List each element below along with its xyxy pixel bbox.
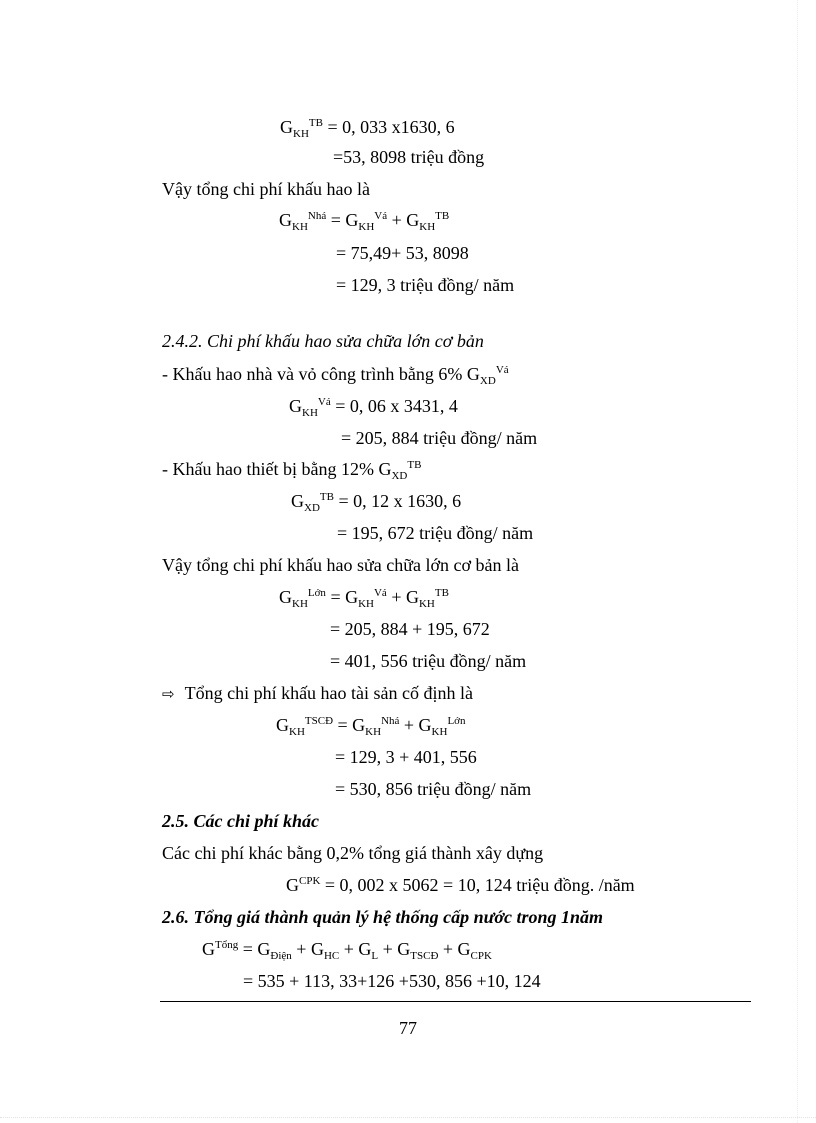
equation-gxd-tb: $G_{XD}^{TB} = 0$, 12 x 1630, 6 bbox=[291, 491, 462, 514]
equation-gkh-tscd-result: = 530, 856 triệu đồng/ năm bbox=[335, 779, 532, 799]
equation-gkh-lon-result: = 401, 556 triệu đồng/ năm bbox=[330, 651, 527, 671]
equation-gkh-nha-result: = 129, 3 triệu đồng/ năm bbox=[336, 275, 515, 295]
footer-divider bbox=[160, 1001, 751, 1002]
equation-gtong-step: = 535 + 113, 33+126 +530, 856 +10, 124 bbox=[243, 971, 541, 991]
total-major-repair-label: Vậy tổng chi phí khấu hao sửa chữa lớn cơ bản là bbox=[162, 555, 519, 575]
equation-gkh-nha: $G_{KH}^{Nhá} = G_{KH}^{Vá} + G_{KH}^{TB}$ bbox=[279, 210, 450, 233]
equation-gkh-va: $G_{KH}^{Vá} = 0$, 06 x 3431, 4 bbox=[289, 396, 458, 419]
other-costs-text: Các chi phí khác bằng 0,2% tổng giá thành xây dựng bbox=[162, 843, 544, 863]
equation-gtong: $G^{Tổng} = G_{Điện} + G_{HC} + G_L + G_{TSCĐ} + G_{CPK}$ bbox=[202, 939, 492, 962]
section-heading-2-4-2: 2.4.2. Chi phí khấu hao sửa chữa lớn cơ bản bbox=[162, 331, 484, 351]
equation-gkh-tb-result: =53, 8098 triệu đồng bbox=[333, 147, 485, 167]
equation-gkh-nha-step: = 75,49+ 53, 8098 bbox=[336, 243, 469, 263]
fixed-asset-summary: ⇨ Tổng chi phí khấu hao tài sản cố định là bbox=[162, 683, 474, 703]
equation-gkh-lon: $G_{KH}^{Lớn} = G_{KH}^{Vá} + G_{KH}^{TB}$ bbox=[279, 587, 449, 610]
list-item-equipment-depreciation: - Khấu hao thiết bị bằng 12% $G_{XD}^{TB}$ bbox=[162, 459, 422, 482]
arrow-right-icon: ⇨ bbox=[162, 685, 175, 703]
list-item-building-depreciation: - Khấu hao nhà và vỏ công trình bằng 6% $G_{XD}^{Vá}$ bbox=[162, 364, 509, 387]
page-number: 77 bbox=[399, 1018, 417, 1038]
equation-gkh-lon-step: = 205, 884 + 195, 672 bbox=[330, 619, 490, 639]
equation-gcpk: $G^{CPK} = 0$, 002 x 5062 = 10, 124 triệu đồng. /năm bbox=[286, 875, 635, 895]
page-bottom-edge bbox=[0, 1117, 816, 1118]
equation-gkh-tb: $G_{KH}^{TB} = 0$, 033 x1630, 6 bbox=[280, 117, 455, 140]
section-heading-2-6: 2.6. Tổng giá thành quản lý hệ thống cấp nước trong 1năm bbox=[162, 907, 604, 927]
equation-gkh-va-result: = 205, 884 triệu đồng/ năm bbox=[341, 428, 538, 448]
section-heading-2-5: 2.5. Các chi phí khác bbox=[162, 811, 320, 831]
equation-gkh-tscd-step: = 129, 3 + 401, 556 bbox=[335, 747, 477, 767]
equation-gxd-tb-result: = 195, 672 triệu đồng/ năm bbox=[337, 523, 534, 543]
page-right-edge bbox=[797, 0, 798, 1123]
equation-gkh-tscd: $G_{KH}^{TSCĐ} = G_{KH}^{Nhá} + G_{KH}^{Lớn}$ bbox=[276, 715, 466, 738]
total-depreciation-label: Vậy tổng chi phí khấu hao là bbox=[162, 179, 370, 199]
